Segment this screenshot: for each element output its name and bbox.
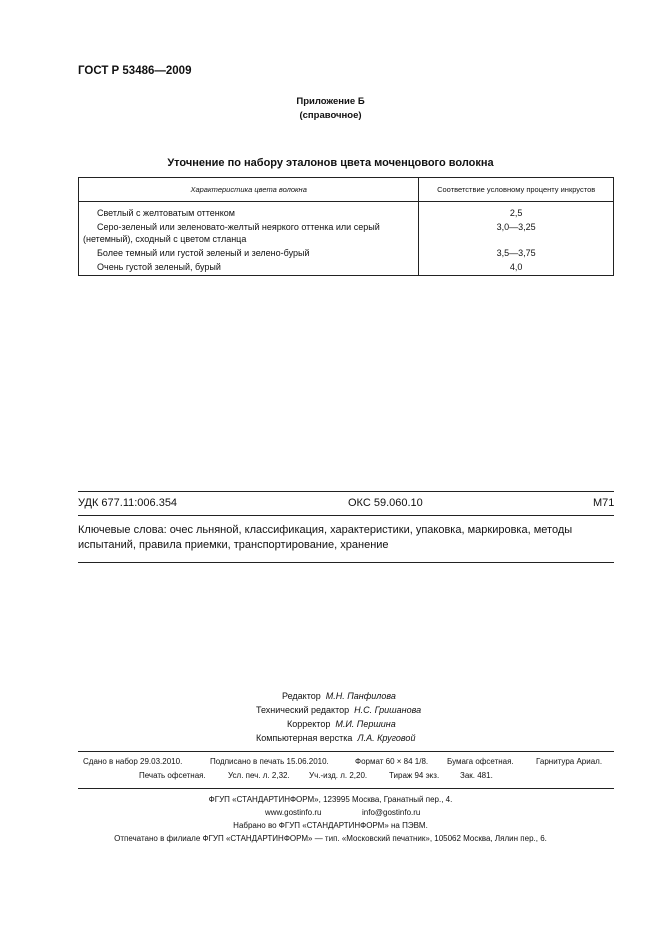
credit-role: Компьютерная верстка	[256, 733, 353, 743]
publisher-website[interactable]: www.gostinfo.ru	[265, 808, 322, 817]
imprint-item: Печать офсетная.	[139, 771, 206, 780]
row-value: 3,0—3,25	[419, 220, 614, 246]
credit-role: Редактор	[282, 691, 321, 701]
keywords: Ключевые слова: очес льняной, классификация, характеристики, упаковка, маркировка, методы испытаний, правила приемки, транспортирование, хранение	[78, 524, 573, 551]
row-description: Более темный или густой зеленый и зелено-бурый	[79, 246, 419, 260]
table-row	[79, 246, 614, 260]
credit-name: М.И. Першина	[335, 719, 396, 729]
imprint-item: Тираж 94 экз.	[389, 771, 440, 780]
table-title: Уточнение по набору эталонов цвета моченцового волокна	[167, 157, 494, 169]
document-header: ГОСТ Р 53486—2009	[78, 65, 192, 77]
table-row	[79, 220, 614, 246]
table-row	[79, 202, 614, 221]
color-standards-table	[78, 177, 614, 276]
classification-code: М71	[593, 497, 615, 509]
table-header-row	[79, 178, 614, 202]
imprint-item: Уч.-изд. л. 2,20.	[309, 771, 368, 780]
credit-name: Л.А. Круговой	[357, 733, 416, 743]
oks-code: ОКС 59.060.10	[348, 497, 423, 509]
row-value: 2,5	[419, 202, 614, 221]
credit-tech-editor	[256, 705, 421, 715]
divider	[78, 751, 614, 752]
typesetting-note: Набрано во ФГУП «СТАНДАРТИНФОРМ» на ПЭВМ.	[233, 821, 428, 830]
column-header-correspondence: Соответствие условному проценту инкрустов	[419, 178, 614, 202]
column-header-characteristic: Характеристика цвета волокна	[79, 178, 419, 202]
credit-editor	[282, 691, 396, 701]
imprint-item: Подписано в печать 15.06.2010.	[210, 757, 329, 766]
credit-name: Н.С. Гришанова	[354, 705, 422, 715]
imprint-item: Зак. 481.	[460, 771, 493, 780]
imprint-item: Гарнитура Ариал.	[536, 757, 603, 766]
divider	[78, 562, 614, 563]
publisher-email[interactable]: info@gostinfo.ru	[362, 808, 421, 817]
row-description: Серо-зеленый или зеленовато-желтый неяркого оттенка или серый (нетемный), сходный с цветом стланца	[79, 220, 419, 246]
udk-code: УДК 677.11:006.354	[78, 497, 178, 509]
credit-name: М.Н. Панфилова	[325, 691, 396, 701]
appendix-title: Приложение Б	[296, 96, 365, 107]
row-description: Очень густой зеленый, бурый	[79, 260, 419, 276]
credit-role: Корректор	[287, 719, 331, 729]
credit-role: Технический редактор	[256, 705, 350, 715]
row-value: 3,5—3,75	[419, 246, 614, 260]
divider	[78, 515, 614, 516]
credit-layout	[256, 733, 415, 743]
imprint-item: Сдано в набор 29.03.2010.	[83, 757, 183, 766]
row-value: 4,0	[419, 260, 614, 276]
imprint-item: Усл. печ. л. 2,32.	[228, 771, 290, 780]
row-description: Светлый с желтоватым оттенком	[79, 202, 419, 221]
imprint-item: Формат 60 × 84 1/8.	[355, 757, 429, 766]
credit-proofreader	[287, 719, 396, 729]
publisher-address: ФГУП «СТАНДАРТИНФОРМ», 123995 Москва, Гранатный пер., 4.	[208, 795, 453, 804]
imprint-item: Бумага офсетная.	[447, 757, 514, 766]
divider	[78, 491, 614, 492]
printing-note: Отпечатано в филиале ФГУП «СТАНДАРТИНФОРМ» — тип. «Московский печатник», 105062 Москва, Лялин пер., 6.	[114, 834, 547, 843]
table-row	[79, 260, 614, 276]
divider	[78, 788, 614, 789]
appendix-subtitle: (справочное)	[299, 110, 362, 121]
